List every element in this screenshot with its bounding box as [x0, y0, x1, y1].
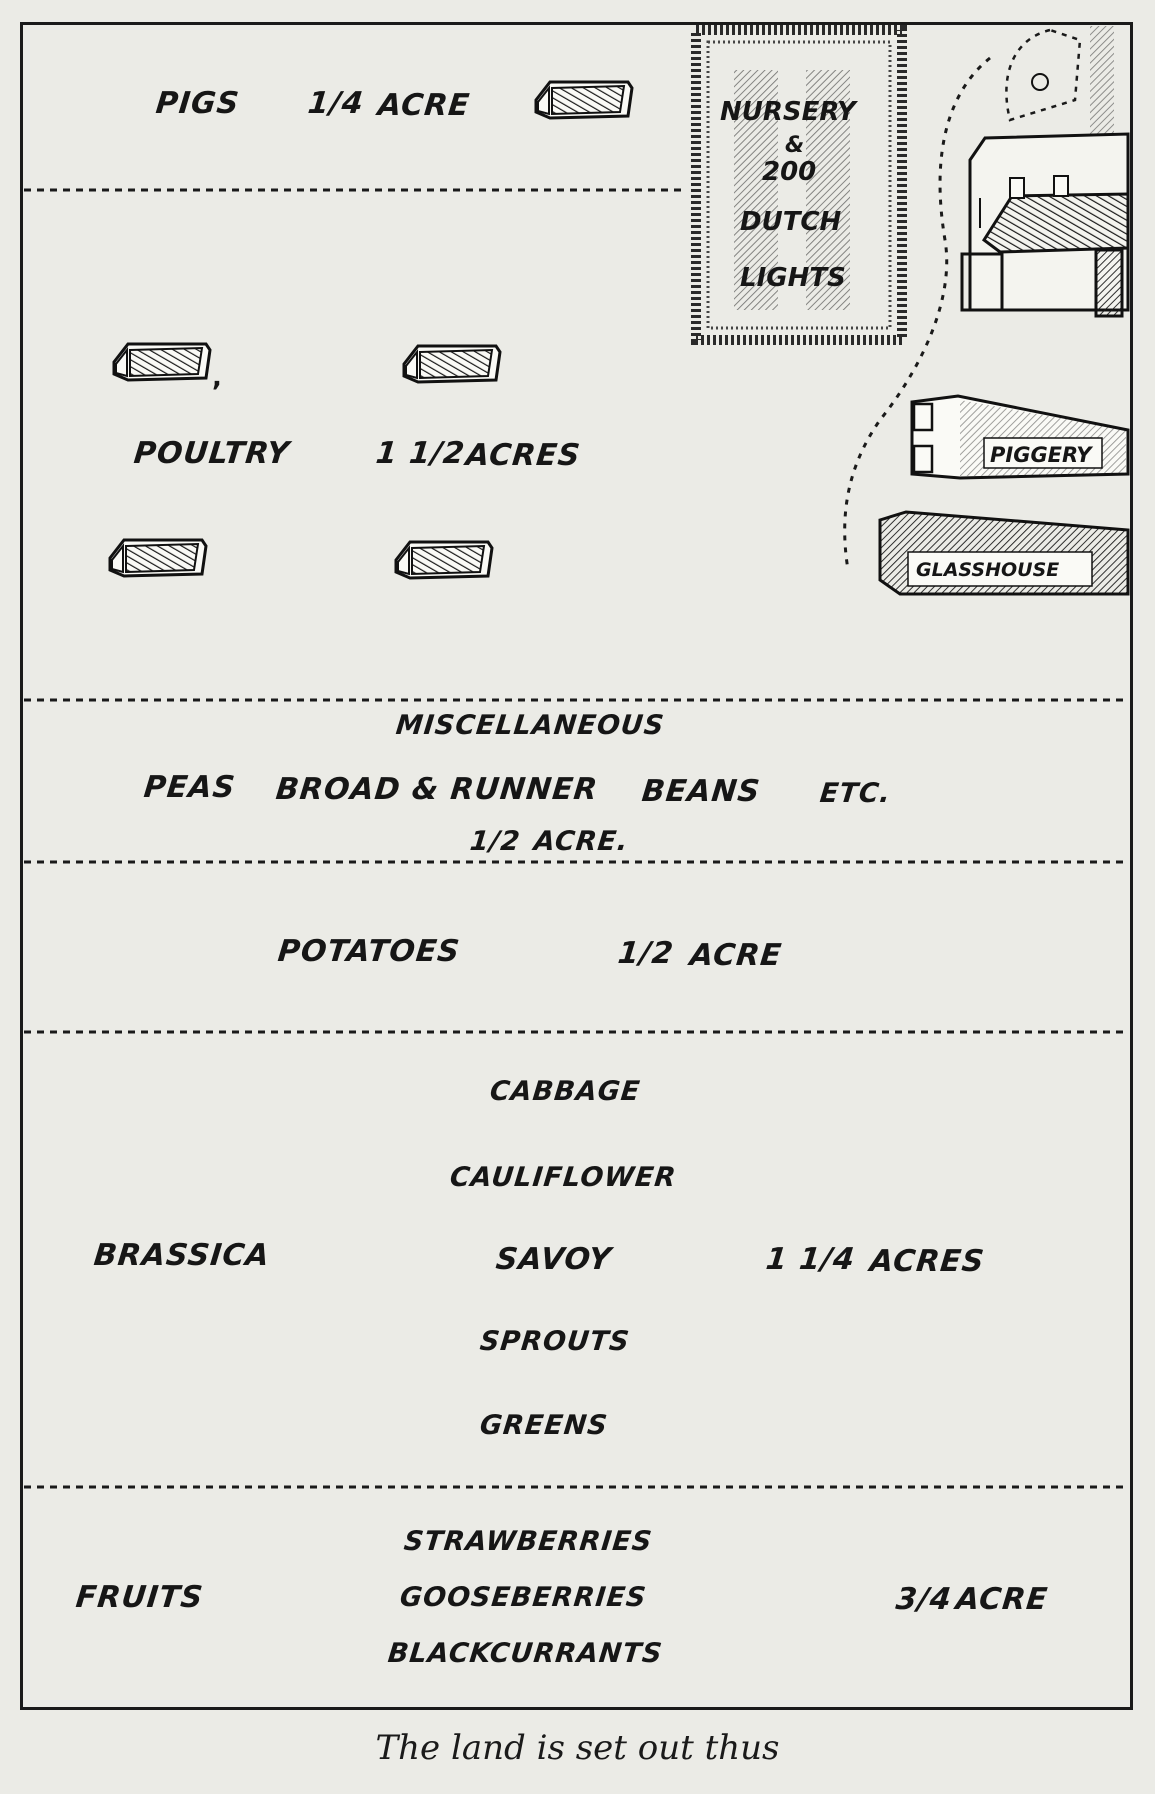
poultry-house-icon	[396, 542, 492, 578]
nursery-label: &	[785, 133, 805, 158]
footpath	[845, 58, 990, 570]
potatoes-label: POTATOES	[276, 934, 462, 969]
pigs-area: 1/4	[306, 86, 366, 121]
misc-beans: BROAD & RUNNER	[274, 772, 600, 807]
misc-peas: PEAS	[142, 770, 238, 805]
fruits-label: FRUITS	[74, 1580, 206, 1615]
nursery-label: 200	[762, 157, 817, 187]
brassica-area: 1 1/4	[764, 1242, 857, 1277]
misc-etc: ETC.	[818, 778, 893, 809]
misc-area: 1/2	[468, 826, 523, 857]
figure-caption: The land is set out thus	[375, 1728, 780, 1768]
glasshouse-label: GLASSHOUSE	[916, 559, 1060, 581]
fruits-area: 3/4	[894, 1582, 954, 1617]
brassica-item: SAVOY	[494, 1242, 614, 1277]
fruits-item: GOOSEBERRIES	[398, 1582, 649, 1613]
farmhouse-icon	[962, 134, 1128, 316]
poultry-house-icon	[114, 344, 210, 380]
brassica-item: SPROUTS	[478, 1326, 632, 1357]
fruits-unit: ACRE	[954, 1582, 1050, 1617]
brassica-label: BRASSICA	[92, 1238, 272, 1273]
poultry-house-icon	[404, 346, 500, 382]
potatoes-area: 1/2	[616, 936, 676, 971]
pig-house-icon	[536, 82, 632, 118]
misc-title: MISCELLANEOUS	[394, 710, 666, 741]
nursery-label: DUTCH	[740, 207, 842, 237]
svg-text:,: ,	[212, 363, 222, 393]
brassica-unit: ACRES	[868, 1244, 987, 1279]
poultry-house-icon	[110, 540, 206, 576]
brassica-item: GREENS	[478, 1410, 610, 1441]
misc-unit: ACRE.	[532, 826, 631, 857]
fruits-item: STRAWBERRIES	[402, 1526, 655, 1557]
nursery-label: NURSERY	[720, 97, 856, 127]
poultry-label: POULTRY	[132, 436, 292, 471]
pigs-label: PIGS	[154, 86, 242, 121]
fruits-item: BLACKCURRANTS	[386, 1638, 665, 1669]
brassica-item: CAULIFLOWER	[448, 1162, 678, 1193]
nursery-label: LIGHTS	[740, 263, 846, 293]
poultry-unit: ACRES	[464, 438, 583, 473]
potatoes-unit: ACRE	[688, 938, 784, 973]
poultry-area: 1 1/2	[374, 436, 467, 471]
glasshouse-icon	[880, 512, 1128, 594]
misc-beans2: BEANS	[640, 774, 763, 809]
pigs-unit: ACRE	[376, 88, 472, 123]
brassica-item: CABBAGE	[488, 1076, 643, 1107]
piggery-label: PIGGERY	[990, 443, 1092, 467]
